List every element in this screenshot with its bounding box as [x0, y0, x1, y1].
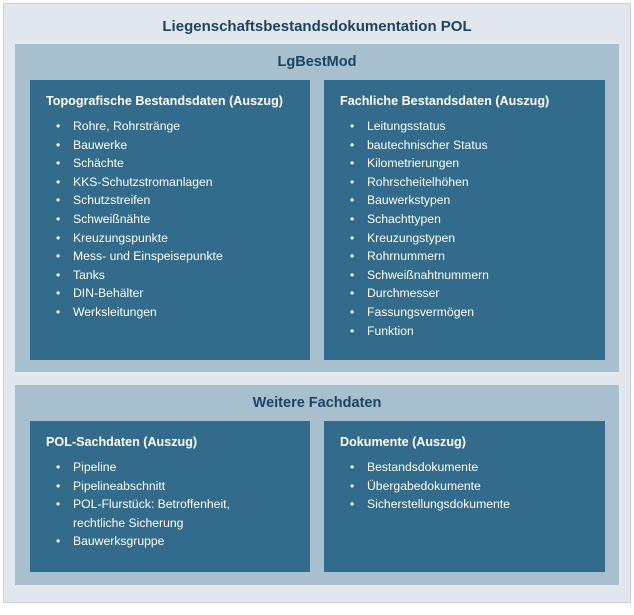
list-item: • KKS-Schutzstromanlagen [56, 173, 294, 192]
bullet-icon: • [350, 174, 355, 189]
diagram-frame [3, 3, 631, 603]
bullet-icon: • [350, 193, 355, 208]
bullet-icon: • [56, 174, 61, 189]
item-list [46, 458, 294, 551]
bullet-icon: • [56, 286, 61, 301]
list-item: • Fassungsvermögen [350, 303, 589, 322]
panel-title: LgBestMod [277, 54, 357, 70]
bullet-icon: • [350, 211, 355, 226]
list-item: • Kreuzungspunkte [56, 229, 294, 248]
bullet-icon: • [56, 193, 61, 208]
box-title: Fachliche Bestandsdaten (Auszug) [340, 94, 550, 108]
list-item: • Schutzstreifen [56, 191, 294, 210]
list-item: • bautechnischer Status [350, 136, 589, 155]
list-item: • Leitungsstatus [350, 117, 589, 136]
list-item: • Sicherstellungsdokumente [350, 495, 589, 514]
list-item: • Rohrnummern [350, 247, 589, 266]
bullet-icon: • [56, 478, 61, 493]
list-item: • Bauwerke [56, 136, 294, 155]
box-fachliche-bestandsdaten [324, 80, 605, 360]
list-item: • Schweißnahtnummern [350, 266, 589, 285]
diagram-title: Liegenschaftsbestandsdokumentation POL [162, 18, 472, 35]
bullet-icon: • [350, 460, 355, 474]
list-item: • Mess- und Einspeisepunkte [56, 247, 294, 266]
bullet-icon: • [56, 460, 61, 474]
bullet-icon: • [350, 497, 355, 512]
list-item: • Bauwerksgruppe [56, 532, 294, 551]
list-item: • Rohrscheitelhöhen [350, 173, 589, 192]
list-item: • Pipelineabschnitt [56, 477, 294, 496]
box-dokumente [324, 421, 605, 572]
item-list [340, 458, 589, 514]
panel-title: Weitere Fachdaten [252, 395, 382, 411]
list-item: • Rohre, Rohrstränge [56, 117, 294, 136]
bullet-icon: • [350, 478, 355, 493]
panel-lgbestmod [15, 44, 619, 372]
list-item: • Bauwerkstypen [350, 191, 589, 210]
list-item: • Werksleitungen [56, 303, 294, 322]
box-title: Topografische Bestandsdaten (Auszug) [46, 94, 283, 108]
list-item: • Funktion [350, 322, 589, 341]
bullet-icon: • [350, 323, 355, 338]
box-pol-sachdaten [30, 421, 310, 572]
list-item: • Durchmesser [350, 284, 589, 303]
bullet-icon: • [56, 534, 61, 549]
bullet-icon: • [56, 119, 61, 133]
list-item: • Kilometrierungen [350, 154, 589, 173]
bullet-icon: • [350, 119, 355, 133]
bullet-icon: • [56, 230, 61, 245]
panel-weitere-fachdaten [15, 385, 619, 585]
list-item: • Tanks [56, 266, 294, 285]
bullet-icon: • [56, 497, 61, 512]
bullet-icon: • [350, 304, 355, 319]
bullet-icon: • [56, 137, 61, 152]
bullet-icon: • [56, 211, 61, 226]
list-item: • DIN-Behälter [56, 284, 294, 303]
item-list [340, 117, 589, 340]
bullet-icon: • [56, 249, 61, 264]
bullet-icon: • [350, 249, 355, 264]
list-item: • Bestandsdokumente [350, 458, 589, 477]
box-title: Dokumente (Auszug) [340, 435, 466, 449]
bullet-icon: • [56, 267, 61, 282]
bullet-icon: • [350, 137, 355, 152]
list-item: • Pipeline [56, 458, 294, 477]
list-item: • Kreuzungstypen [350, 229, 589, 248]
bullet-icon: • [350, 156, 355, 171]
bullet-icon: • [56, 304, 61, 319]
box-topografische-bestandsdaten [30, 80, 310, 360]
list-item: • Schachttypen [350, 210, 589, 229]
box-title: POL-Sachdaten (Auszug) [46, 435, 198, 449]
list-item: • POL-Flurstück: Betroffenheit, rechtliche Sicherung [56, 497, 230, 530]
bullet-icon: • [350, 230, 355, 245]
bullet-icon: • [56, 156, 61, 171]
bullet-icon: • [350, 286, 355, 301]
list-item: • Schweißnähte [56, 210, 294, 229]
bullet-icon: • [350, 267, 355, 282]
list-item: • Schächte [56, 154, 294, 173]
list-item: • Übergabedokumente [350, 477, 589, 496]
item-list [46, 117, 294, 322]
